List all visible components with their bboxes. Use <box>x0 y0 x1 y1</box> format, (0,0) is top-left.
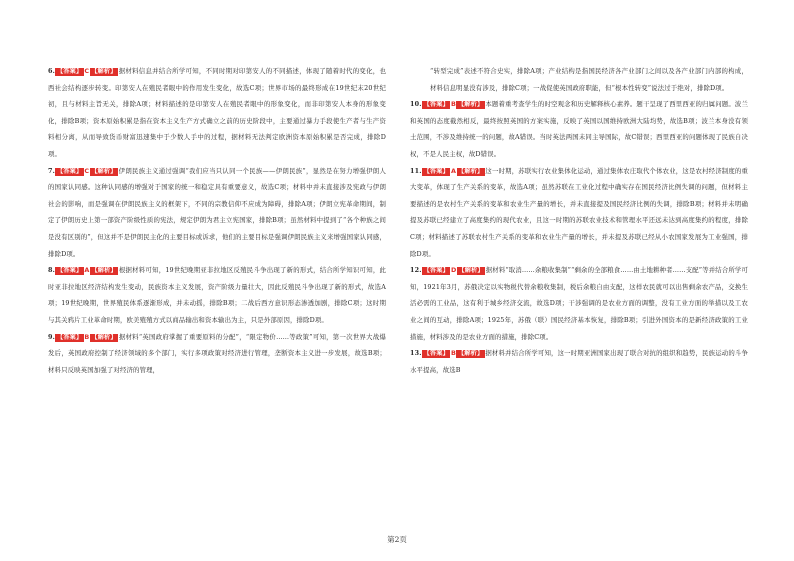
answer-tag: 【答案】 <box>56 167 83 175</box>
answer-letter: B <box>450 100 456 109</box>
question-explanation <box>48 329 386 379</box>
analysis-tag: 【解析】 <box>457 101 484 109</box>
answer-tag: 【答案】 <box>56 267 83 275</box>
analysis-tag: 【解析】 <box>91 333 117 341</box>
question-number: 10. <box>410 100 422 109</box>
explanation-text: 据材料“英国政府掌握了重要原料的分配”，“限定物价……等政策”可知，第一次世界大战爆发后，英国政府控制了经济领域的多个部门，实行多项政策对经济进行管理，垄断资本主义进一步发展，故选B项；材料只反映英国加强了对经济的管理， <box>48 332 386 374</box>
analysis-tag: 【解析】 <box>91 68 117 75</box>
answer-letter: A <box>84 266 90 275</box>
explanation-text: “转型完成”表述不符合史实，排除A项；产业结构是指国民经济各产业部门之间以及各产业部门内部的构成，材料信息明显没有涉及，排除C项；一战促使英国政府职能，但“根本性转变”说法过于绝对，排除D项。 <box>430 67 748 92</box>
question-explanation <box>410 96 748 162</box>
analysis-tag: 【解析】 <box>458 267 484 275</box>
explanation-text: 据材料并结合所学可知，这一时期亚洲国家出现了联合对抗的组织和趋势，民族运动的斗争水平提高，故选B <box>410 349 748 374</box>
left-column <box>48 63 386 378</box>
question-explanation <box>410 262 748 345</box>
question-explanation <box>410 163 748 263</box>
right-column <box>410 63 748 378</box>
explanation-text: 伊朗民族主义通过强调“我们应当只认同一个民族——伊朗民族”，显然是在努力增强伊朗人的国家认同感。这种认同感的增强对于国家的统一和稳定具有重要意义，故选C项；材料中并未直接涉及宪政与伊朗社会的影响，而是强调在伊朗民族主义的框架下，不同的宗教信仰不应成为障碍，排除A项；伊朗立宪革命期间，制定了伊朗历史上第一部资产阶级性质的宪法，规定伊朗为君主立宪国家，排除B项；虽然材料中提到了“各个种族之间是没有区别的”，但这并不是伊朗民主化的主要目标或诉求，他们的主要目标是强调伊朗民族主义来增强国家认同感，排除D项。 <box>48 166 386 258</box>
question-explanation <box>410 345 748 378</box>
question-number: 6. <box>48 67 55 75</box>
answer-letter: D <box>450 266 457 275</box>
answer-letter: B <box>450 349 456 358</box>
answer-tag: 【答案】 <box>423 167 449 175</box>
explanation-text: 这一时期，苏联实行农业集体化运动，通过集体农庄取代个体农业，这是农村经济制度的重大变革，体现了生产关系的变革，故选A项；虽然苏联在工业化过程中确实存在国民经济比例失调的问题，但材料主要描述的是农村生产关系的变革和农业生产量的增长，并未直接提及国民经济比例的失调，排除B项；材料并未明确提及苏联已经建立了高度集约的现代农业，且这一时期的苏联农业技术和管理水平还远未达到高度集约的程度，排除C项；材料描述了苏联农村生产关系的变革和农业生产量的增长，并未提及苏联已经从小农国家发展为工业强国，排除D项。 <box>410 166 748 258</box>
question-number: 13. <box>410 349 422 358</box>
answer-letter: B <box>84 332 90 341</box>
answer-letter: C <box>84 166 90 175</box>
answer-tag: 【答案】 <box>423 101 449 109</box>
analysis-tag: 【解析】 <box>91 267 117 275</box>
explanation-text: 据材料“取消……余粮收集制”“剩余的全部粮食……由土地耕种者……支配”等并结合所学可知，1921年3月，苏俄决定以实物税代替余粮收集制，税后余粮自由支配，这样农民就可以出售剩余农产品，交换生活必需的工业品，这有利于城乡经济交流，故选D项；干涉强调的是农业方面的调整，没有工业方面的举措以及工农业之间的互动，排除A项；1925年，苏俄（联）国民经济基本恢复，排除B项；引进外国资本的是新经济政策的工业措施，材料涉及的是农业方面的措施，排除C项。 <box>410 266 748 341</box>
explanation-text: 根据材料可知，19世纪晚期亚非拉地区反殖民斗争出现了新的形式，结合所学知识可知，此时亚非拉地区经济结构发生变动，民族资本主义发展，资产阶级力量壮大，因此反殖民斗争出现了新的形式，故选A项；19世纪晚期，世界殖民体系逐渐形成，并未动摇，排除B项；二战后西方意识形态渗透加剧，排除C项；这时期与其关鸦片工业革命时期，欧美殖殖方式以商品输出和资本输出为主，只是外部原因，排除D项。 <box>48 266 386 324</box>
analysis-tag: 【解析】 <box>458 167 484 175</box>
question-number: 8. <box>48 266 55 275</box>
question-explanation-continued <box>410 63 748 96</box>
question-explanation <box>48 262 386 328</box>
question-explanation <box>48 163 386 263</box>
question-explanation <box>48 63 386 163</box>
answer-tag: 【答案】 <box>423 350 449 358</box>
analysis-tag: 【解析】 <box>457 350 484 358</box>
explanation-text: 据材料信息并结合所学可知，不同时期对印第安人的不同描述，体现了随着时代的变化，也西社会结构逐步转变。印第安人在殖民者眼中的作用发生变化，故选C项；世界市场的最终形成在19世纪末20世纪初，且与材料主旨无关，排除A项；材料描述的是印第安人在殖民者眼中的形象变化，而非印第安人本身的形象变化，排除B项；资本原始积累是指在资本主义生产方式确立之前的历史阶段中，主要通过暴力手段使生产者与生产资料相分离，从而导致货币财富迅速集中于少数人手中的过程，据材料无法判定欧洲资本原始积累是否完成，排除D项。 <box>48 67 386 158</box>
question-number: 11. <box>410 166 422 175</box>
answer-tag: 【答案】 <box>56 68 83 75</box>
question-number: 7. <box>48 166 55 175</box>
analysis-tag: 【解析】 <box>91 167 117 175</box>
answer-tag: 【答案】 <box>423 267 449 275</box>
page-number: 第2页 <box>387 535 407 544</box>
question-number: 9. <box>48 332 55 341</box>
explanation-text: 本题着重考查学生的时空观念和历史解释核心素养。题干呈现了西里西亚的归属问题。波兰和英国的态度截然相反，最终按照英国的方案实施，反映了英国以国维持欧洲大陆均势，故选B项；波兰本身没有领土范围，不涉及维持统一的问题，故A错误。当时英法两国未同主导国际，故C错误；西里西亚的问题体现了民族自决权，不是人民主权，故D错误。 <box>410 100 748 158</box>
answer-letter: C <box>84 67 90 75</box>
answer-letter: A <box>450 166 457 175</box>
question-number: 12. <box>410 266 422 275</box>
answer-tag: 【答案】 <box>56 333 83 341</box>
